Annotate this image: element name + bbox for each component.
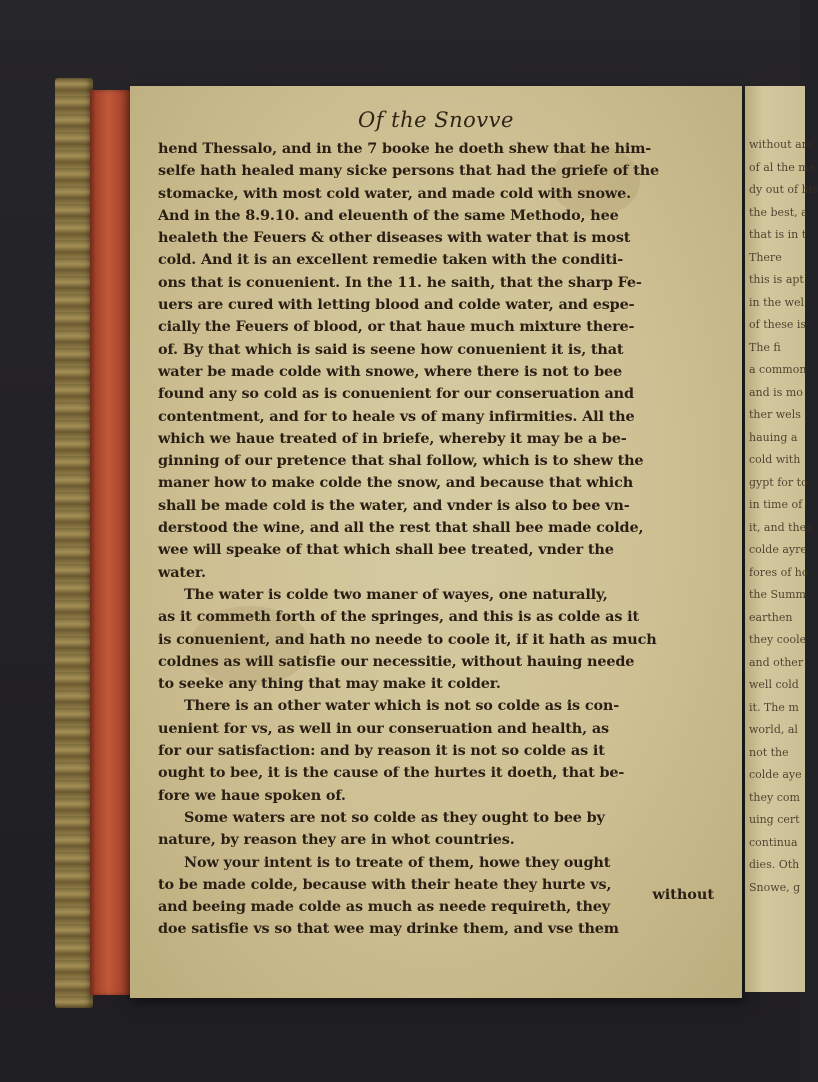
facing-text-line: There — [749, 250, 782, 264]
red-page-edge — [90, 90, 132, 995]
facing-text-line: not the — [749, 745, 789, 759]
text-line: for our satisfaction: and by reason it is not so colde as it — [158, 742, 605, 760]
facing-text-line: that is in t — [749, 228, 807, 241]
text-line: ons that is conuenient. In the 11. he saith, that the sharp Fe- — [158, 273, 642, 291]
facing-text-line: they com — [749, 790, 800, 804]
text-line: selfe hath healed many sicke persons that had the griefe of the — [158, 162, 660, 180]
facing-text-line: of al the me — [749, 160, 816, 174]
text-line: cially the Feuers of blood, or that haue much mixture there- — [158, 318, 635, 336]
text-line: to be made colde, because with their heate they hurte vs, — [158, 875, 612, 893]
text-line: as it commeth forth of the springes, and this is as colde as it — [158, 608, 639, 626]
text-line: of. By that which is said is seene how conuenient it is, that — [158, 340, 624, 358]
text-line: and beeing made colde as much as neede requireth, they — [158, 898, 610, 916]
facing-text-line: cold with — [749, 453, 801, 466]
text-line: Now your intent is to treate of them, howe they ought — [184, 853, 611, 871]
running-header: Of the Snovve — [358, 108, 514, 132]
facing-text-line: gypt for to — [749, 475, 808, 489]
text-line: water. — [158, 563, 206, 581]
text-line: wee will speake of that which shall bee treated, vnder the — [158, 541, 614, 559]
facing-page-fragment — [745, 86, 818, 992]
text-line: derstood the wine, and all the rest that shall bee made colde, — [158, 519, 644, 537]
text-line: Some waters are not so colde as they ought to bee by — [184, 808, 605, 826]
facing-text-line: well cold — [749, 678, 799, 691]
facing-text-line: they coole — [749, 633, 807, 646]
facing-text-line: of these is — [749, 318, 807, 331]
book-spine — [55, 78, 93, 1008]
text-line: coldnes as will satisfie our necessitie, without hauing neede — [158, 652, 635, 670]
text-line: uenient for vs, as well in our conseruation and health, as — [158, 719, 609, 737]
text-line: found any so cold as is conuenient for our conseruation and — [158, 385, 634, 403]
text-line: water be made colde with snowe, where there is not to bee — [158, 362, 623, 380]
facing-text-line: world, al — [749, 723, 798, 736]
facing-text-line: continua — [749, 835, 798, 849]
facing-text-line: colde ayre — [749, 543, 807, 556]
facing-text-line: a common — [749, 363, 807, 376]
text-line: fore we haue spoken of. — [158, 786, 346, 804]
facing-text-line: and other — [749, 655, 804, 669]
facing-text-line: earthen — [749, 610, 793, 624]
facing-text-line: fores of ho — [749, 565, 809, 579]
text-line: to seeke any thing that may make it colder. — [158, 675, 501, 693]
catchword: without — [652, 886, 714, 903]
text-line: There is an other water which is not so colde as is con- — [184, 697, 620, 715]
text-line: contentment, and for to heale vs of many infirmities. All the — [158, 407, 635, 425]
text-line: is conuenient, and hath no neede to coole it, if it hath as much — [158, 630, 657, 648]
text-line: ginning of our pretence that shal follow, which is to shew the — [158, 452, 644, 470]
facing-text-line: this is apt — [749, 273, 804, 286]
facing-text-line: colde aye — [749, 768, 802, 781]
facing-text-line: it, and then — [749, 520, 814, 534]
text-line: doe satisfie vs so that wee may drinke them, and vse them — [158, 920, 619, 938]
facing-text-line: dies. Oth — [749, 858, 800, 871]
text-line: which we haue treated of in briefe, whereby it may be a be- — [158, 429, 627, 447]
facing-text-line: the best, a — [749, 205, 808, 219]
text-line: shall be made cold is the water, and vnder is also to bee vn- — [158, 496, 630, 514]
facing-text-line: dy out of his — [749, 183, 818, 196]
facing-text-line: and is mo — [749, 385, 803, 399]
facing-text-line: the Summ — [749, 588, 806, 601]
facing-text-line: in time of — [749, 498, 803, 511]
text-line: uers are cured with letting blood and colde water, and espe- — [158, 296, 635, 314]
facing-text-line: hauing a — [749, 430, 798, 444]
text-line: nature, by reason they are in whot countries. — [158, 831, 515, 849]
text-line: stomacke, with most cold water, and made cold with snowe. — [158, 184, 632, 202]
text-line: maner how to make colde the snow, and because that which — [158, 474, 634, 492]
text-line: And in the 8.9.10. and eleuenth of the same Methodo, hee — [158, 206, 619, 224]
facing-text-line: The fi — [749, 340, 781, 354]
facing-text-line: Snowe, g — [749, 880, 801, 894]
text-line: cold. And it is an excellent remedie taken with the conditi- — [158, 251, 624, 269]
facing-text-line: uing cert — [749, 813, 800, 826]
facing-text-line: in the wel — [749, 295, 805, 309]
facing-text-line: without are — [749, 138, 814, 151]
facing-text-line: it. The m — [749, 700, 799, 714]
text-line: hend Thessalo, and in the 7 booke he doeth shew that he him- — [158, 140, 652, 157]
facing-text-line: ther wels — [749, 408, 801, 421]
book-page — [130, 86, 742, 998]
text-line: healeth the Feuers & other diseases with water that is most — [158, 229, 631, 247]
body-text — [158, 138, 738, 941]
text-line: ought to bee, it is the cause of the hurtes it doeth, that be- — [158, 764, 625, 782]
text-line: The water is colde two maner of wayes, one naturally, — [184, 585, 608, 603]
